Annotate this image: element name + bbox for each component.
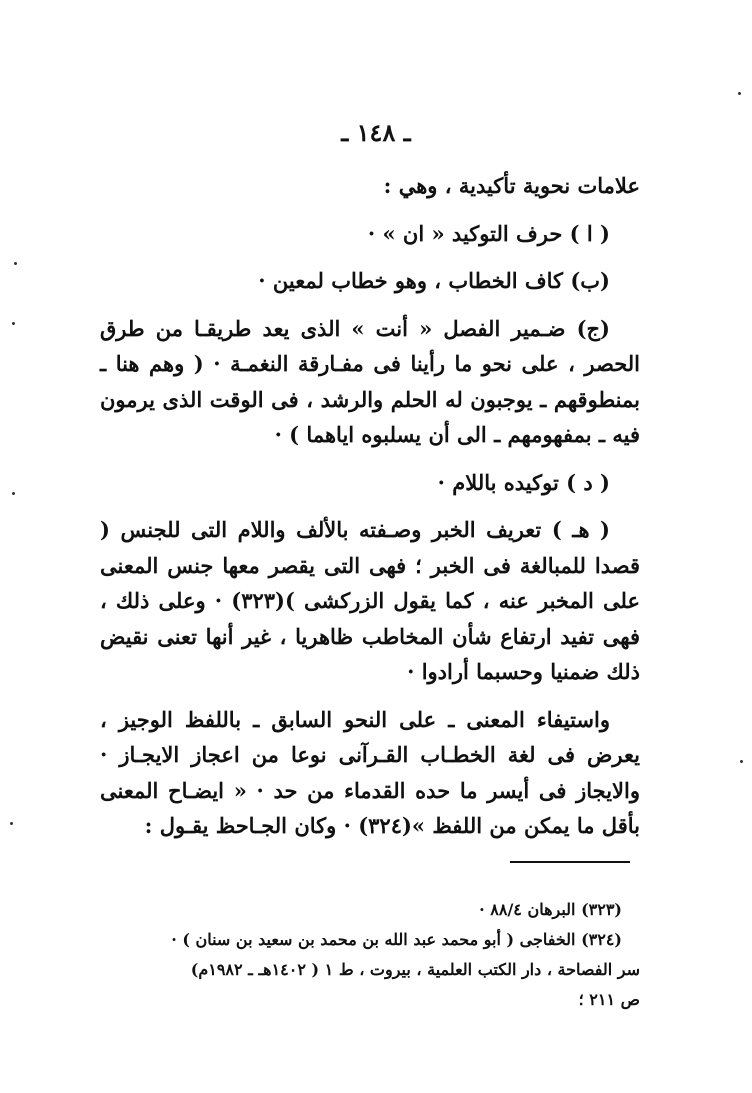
scan-speck [740, 760, 743, 763]
scan-speck [10, 822, 13, 825]
intro-line: علامات نحوية تأكيدية ، وهي : [383, 173, 640, 198]
footnote-323: (٣٢٣) البرهان ٨٨/٤ · [479, 900, 622, 919]
main-text [100, 168, 640, 844]
scan-speck [14, 262, 17, 265]
list-item-b: (ب) كاف الخطاب ، وهو خطاب لمعين · [258, 268, 610, 293]
list-item-d: ( د ) توكيده باللام · [437, 469, 610, 495]
footnotes [100, 895, 640, 1015]
list-item-a: ( ا ) حرف التوكيد « ان » · [367, 220, 610, 246]
page-number: ـ ١٤٨ ـ [341, 118, 411, 147]
scan-speck [738, 92, 741, 95]
scan-speck [12, 492, 15, 495]
list-item-j: (ج) ضـمير الفصل « أنت » الذى يعد طريقـا من طرق الحصر ، على نحو ما رأينا فى مفـارقة النغمـة · ( وهم هنا ـ بمنطوقهم ـ يوجبون له الحلم والرشد ، فى الوقت الذى يرمون فيه ـ بمفهومهم ـ الى أن يسلبوه اياهما ) · [100, 315, 640, 447]
footnote-324-continued: سر الفصاحة ، دار الكتب العلمية ، بيروت ، ط ١ ( ١٤٠٢هـ ـ ١٩٨٢م) [190, 960, 640, 979]
closing-paragraph: واستيفاء المعنى ـ على النحو السابق ـ باللفظ الوجيز ، يعرض فى لغة الخطـاب القـرآنى نوعا من اعجاز الايجـاز · والايجاز فى أيسر ما حده القدماء من حد · « ايضـاح المعنى بأقل ما يمكن من اللفظ »(٣٢٤) · وكان الجـاحظ يقـول : [100, 706, 640, 838]
list-item-h: ( هـ ) تعريف الخبر وصـفته بالألف واللام التى للجنس ( قصدا للمبالغة فى الخبر ؛ فهى التى يقصر معها جنس المعنى على المخبر عنه ، كما يقول الزركشى )(٣٢٣) · وعلى ذلك ، فهى تفيد ارتفاع شأن المخاطب ظاهريا ، غير أنها تعنى نقيض ذلك ضمنيا وحسبما أرادوا · [100, 517, 640, 684]
footnote-324-page: ص ٢١١ ؛ [578, 990, 640, 1009]
scan-speck [12, 322, 15, 325]
footnote-324: (٣٢٤) الخفاجى ( أبو محمد عبد الله بن محمد بن سعيد بن سنان ) · [171, 930, 622, 949]
footnote-divider [510, 861, 630, 863]
